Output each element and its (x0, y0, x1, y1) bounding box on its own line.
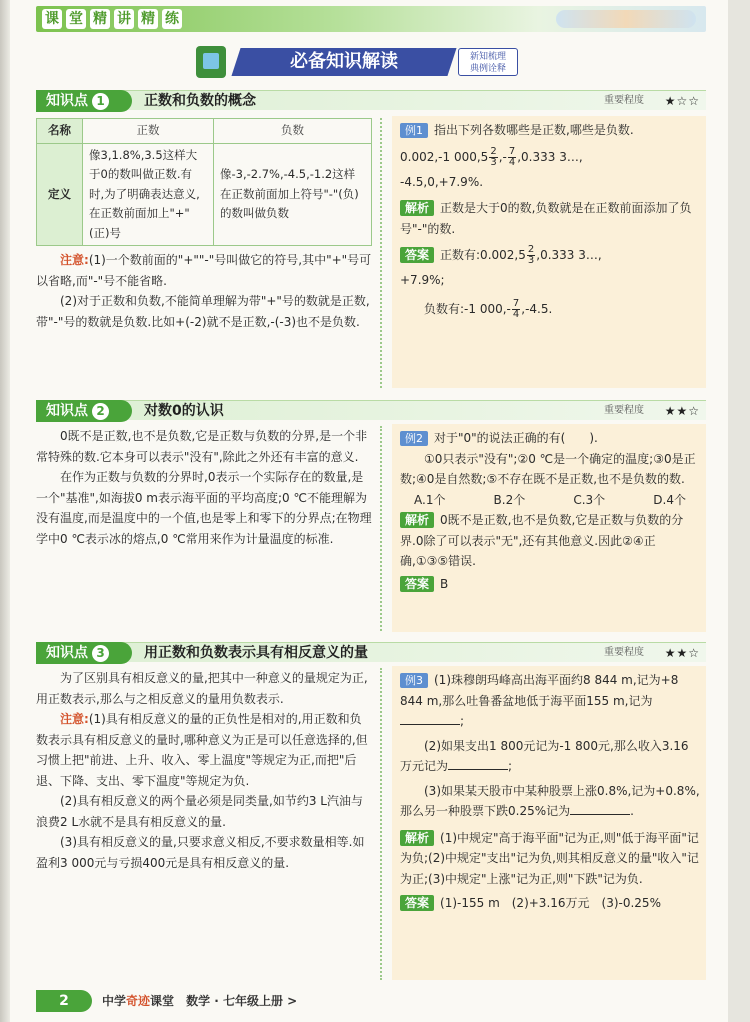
answer-text: 正数有:0.002,5 (440, 248, 526, 262)
answer-text: B (440, 576, 449, 591)
knowledge-point-badge (36, 642, 132, 664)
analysis-text: 0既不是正数,也不是负数,它是正数与负数的分界.0除了可以表示"无",还有其他意义.因此②④正确,①③⑤错误. (400, 513, 684, 568)
example-1-question (400, 120, 700, 141)
fraction (489, 147, 497, 168)
question-text: 指出下列各数哪些是正数,哪些是负数. (434, 123, 634, 137)
example-1-numbers (400, 147, 700, 168)
question-text: (2)如果支出1 800元记为-1 800元,那么收入3.16万元记为 (400, 738, 689, 773)
fraction-numerator: 2 (527, 244, 535, 255)
series-title (42, 9, 182, 29)
example-3-question-3: (3)如果某天股市中某种股票上涨0.8%,记为+0.8%,那么另一种股票下跌0.25%记为 . (400, 783, 700, 818)
page-footer (36, 990, 706, 1012)
table-header-positive: 正数 (83, 119, 214, 144)
answer-text: ,-4.5. (521, 301, 553, 316)
kp1-note-1 (36, 250, 372, 291)
option-a: A.1个 (414, 492, 446, 507)
example-2-answer (400, 574, 700, 595)
importance-stars: ★☆☆ (664, 94, 700, 108)
example-1-box (392, 116, 706, 388)
kp1-note-2: (2)对于正数和负数,不能简单理解为带"+"号的数就是正数,带"-"号的数就是负数.比如+(-2)就不是正数,-(-3)也不是负数. (36, 294, 370, 329)
kp3-paragraph-1: 为了区别具有相反意义的量,把其中一种意义的量规定为正,用正数表示,那么与之相反意义的量用负数表示. (36, 671, 368, 706)
note-text: (1)具有相反意义的量的正负性是相对的,用正数和负数表示具有相反意义的量时,哪种意义为正是可以任意选择的,但习惯上把"前进、上升、收入、零上温度"等规定为正,而把"后退、下降、支出、零下温度"等规定为负. (36, 712, 368, 788)
knowledge-point-title: 用正数和负数表示具有相反意义的量 (144, 645, 368, 661)
example-1-answer (400, 245, 700, 266)
number-list-text: ,0.333 3…, (517, 149, 583, 164)
answer-blank[interactable] (448, 758, 508, 770)
column-divider (380, 426, 382, 631)
column-divider (380, 668, 382, 980)
fraction-denominator: 3 (490, 156, 497, 168)
option-b: B.2个 (493, 492, 526, 507)
fraction-numerator: 7 (508, 145, 516, 157)
importance-label: 重要程度 (604, 647, 644, 658)
badge-label: 知识点 (46, 645, 88, 661)
answer-blank[interactable] (400, 713, 460, 725)
knowledge-point-title: 对数0的认识 (144, 403, 224, 419)
question-text: 对于"0"的说法正确的有( ). (434, 431, 598, 445)
kp2-paragraph-1: 0既不是正数,也不是负数,它是正数与负数的分界,是一个非常特殊的数.它本身可以表示"没有",除此之外还有丰富的意义. (36, 429, 368, 464)
kp3-note-3: (3)具有相反意义的量,只要求意义相反,不要求数量相等.如盈利3 000元与亏损400元是具有相反意义的量. (36, 835, 365, 870)
footer-subject: 数学 · 七年级上册 > (186, 994, 298, 1008)
note-label: 注意: (60, 712, 89, 726)
answer-tag: 答案 (400, 576, 434, 592)
analysis-text: 正数是大于0的数,负数就是在正数前面添加了负号"-"的数. (400, 201, 692, 236)
example-1-numbers-line2: -4.5,0,+7.9%. (400, 174, 484, 189)
analysis-tag: 解析 (400, 830, 434, 846)
knowledge-point-badge (36, 90, 132, 112)
fraction (527, 245, 535, 266)
table-header-negative: 负数 (213, 119, 371, 144)
series-char: 课 (42, 9, 62, 29)
page-number: 2 (36, 990, 92, 1012)
question-text: (1)珠穆朗玛峰高出海平面约8 844 m,记为+8 844 m,那么吐鲁番盆地低于海平面155 m,记为 (400, 673, 679, 708)
knowledge-point-header-2 (36, 400, 706, 420)
badge-label: 知识点 (46, 403, 88, 419)
example-3-answer (400, 893, 700, 914)
table-header-definition: 定义 (37, 143, 83, 246)
answer-text: ,0.333 3…, (536, 248, 602, 262)
knowledge-point-header-3 (36, 642, 706, 662)
fraction (508, 147, 516, 168)
book-icon (196, 46, 226, 78)
number-list-text: ,- (498, 149, 507, 164)
answer-tag: 答案 (400, 895, 434, 911)
knowledge-point-header-1 (36, 90, 706, 110)
fraction-numerator: 2 (490, 145, 497, 157)
kp2-paragraph-2: 在作为正数与负数的分界时,0表示一个实际存在的数量,是一个"基准",如海拔0 m表示海平面的平均高度;0 ℃不能理解为没有温度,而是温度中的一个值,也是零上和零下的分界点;在物理学中0 ℃表示冰的熔点,0 ℃常用来作为计量温度的标准. (36, 470, 372, 546)
example-2-statements: ①0只表示"没有";②0 ℃是一个确定的温度;③0是正数;④0是自然数;⑤不存在既不是正数,也不是负数的数. (400, 451, 696, 486)
badge-number: 1 (92, 93, 109, 110)
series-char: 练 (162, 9, 182, 29)
table-header-name: 名称 (37, 119, 83, 144)
section-subtitle-line: 典例诠释 (469, 64, 506, 74)
kp3-note-1 (36, 709, 372, 791)
page-edge (728, 0, 750, 1022)
answer-tag: 答案 (400, 247, 434, 263)
brand-highlight: 奇迹 (126, 994, 151, 1008)
definition-table (36, 118, 372, 246)
importance-stars: ★★☆ (664, 646, 700, 660)
number-list-text: 0.002,-1 000,5 (400, 149, 489, 164)
kp1-left-column (36, 118, 372, 332)
negative-definition: 像-3,-2.7%,-4.5,-1.2这样在正数前面加上符号"-"(负)的数叫做负数 (213, 143, 371, 246)
option-d: D.4个 (653, 492, 686, 507)
example-2-question (400, 428, 700, 449)
example-3-question-2: (2)如果支出1 800元记为-1 800元,那么收入3.16万元记为 ; (400, 738, 689, 773)
example-3-box (392, 666, 706, 980)
series-char: 讲 (114, 9, 134, 29)
section-title: 必备知识解读 (290, 51, 398, 72)
section-ribbon (196, 46, 552, 78)
section-subtitle (458, 48, 518, 76)
fraction (512, 299, 520, 320)
example-tag: 例1 (400, 123, 428, 138)
analysis-tag: 解析 (400, 512, 434, 528)
example-1-answer-negative (400, 299, 700, 320)
option-c: C.3个 (573, 492, 606, 507)
example-2-analysis (400, 510, 700, 572)
importance-label: 重要程度 (604, 405, 644, 416)
answer-text: (1)-155 m (2)+3.16万元 (3)-0.25% (440, 896, 661, 910)
example-1-answer-line2: +7.9%; (400, 273, 445, 287)
knowledge-point-badge (36, 400, 132, 422)
importance-label: 重要程度 (604, 95, 644, 106)
note-label: 注意: (60, 253, 89, 267)
answer-text: 负数有:-1 000,- (424, 301, 511, 316)
section-subtitle-line: 新知梳理 (469, 52, 506, 62)
example-3-question-1: 例3 (1)珠穆朗玛峰高出海平面约8 844 m,记为+8 844 m,那么吐鲁番盆地低于海平面155 m,记为; (400, 673, 679, 728)
brand-text: 中学 (102, 994, 127, 1008)
top-banner (36, 6, 706, 32)
example-tag: 例2 (400, 431, 428, 446)
note-text: (1)一个数前面的"+""-"号叫做它的符号,其中"+"号可以省略,而"-"号不能省略. (36, 253, 372, 288)
column-divider (380, 118, 382, 388)
answer-blank[interactable] (570, 803, 630, 815)
fraction-denominator: 4 (512, 308, 520, 320)
badge-number: 3 (92, 645, 109, 662)
decorative-scroll-art (556, 10, 696, 28)
example-1-analysis (400, 198, 700, 239)
example-tag: 例3 (400, 673, 428, 688)
kp2-left-column (36, 426, 372, 549)
question-text: (3)如果某天股市中某种股票上涨0.8%,记为+0.8%,那么另一种股票下跌0.25%记为 (400, 783, 700, 818)
badge-label: 知识点 (46, 93, 88, 109)
series-char: 堂 (66, 9, 86, 29)
analysis-text: (1)中规定"高于海平面"记为正,则"低于海平面"记为负;(2)中规定"支出"记为负,则其相反意义的量"收入"记为正;(3)中规定"上涨"记为正,则"下跌"记为负. (400, 830, 699, 886)
book-spine (0, 0, 10, 1022)
series-char: 精 (90, 9, 110, 29)
positive-definition: 像3,1.8%,3.5这样大于0的数叫做正数.有时,为了明确表达意义,在正数前面加上"+"(正)号 (83, 143, 214, 246)
kp3-note-2: (2)具有相反意义的两个量必须是同类量,如节约3 L汽油与浪费2 L水就不是具有相反意义的量. (36, 794, 363, 829)
fraction-numerator: 7 (512, 297, 520, 309)
fraction-denominator: 4 (508, 156, 516, 168)
badge-number: 2 (92, 403, 109, 420)
knowledge-point-title: 正数和负数的概念 (144, 93, 256, 109)
example-2-box (392, 424, 706, 632)
analysis-tag: 解析 (400, 200, 434, 216)
brand-text: 课堂 (150, 994, 175, 1008)
example-3-analysis (400, 828, 700, 890)
example-2-options (400, 490, 700, 511)
importance-stars: ★★☆ (664, 404, 700, 418)
kp3-left-column (36, 668, 372, 873)
fraction-denominator: 3 (527, 255, 535, 266)
series-char: 精 (138, 9, 158, 29)
footer-brand (102, 990, 297, 1012)
